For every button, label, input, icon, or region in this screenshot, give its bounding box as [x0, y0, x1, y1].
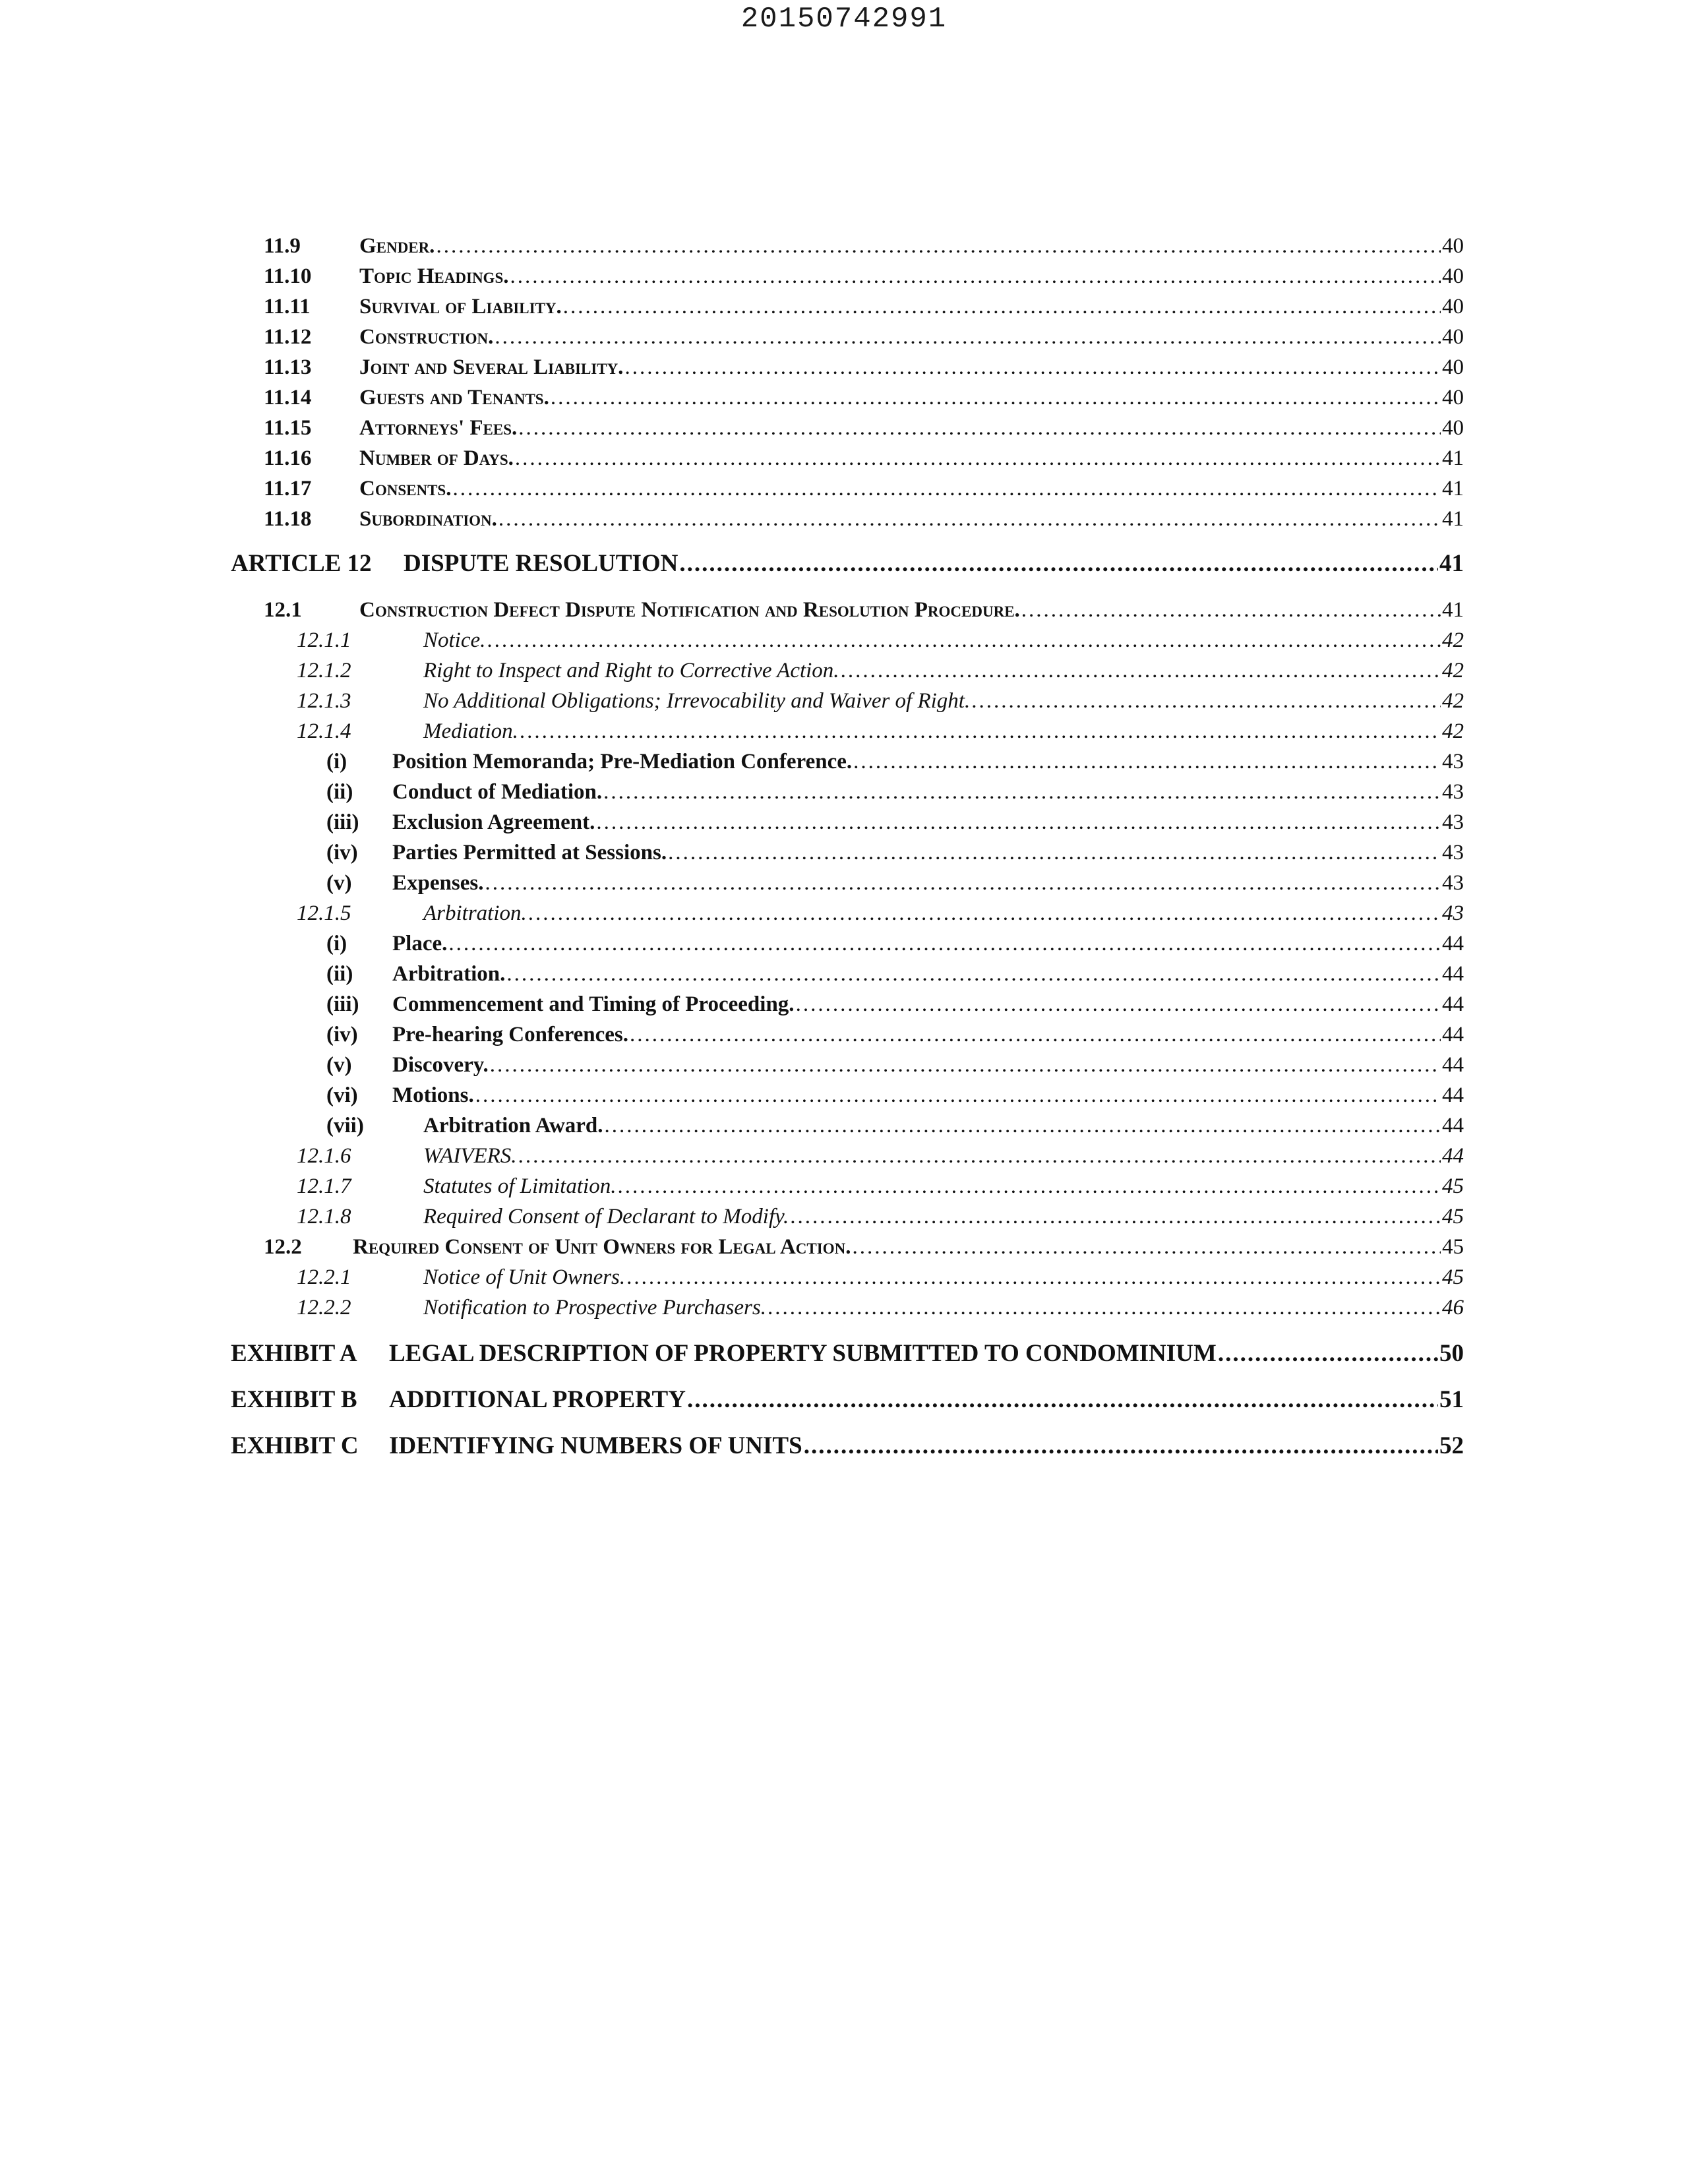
toc-entry-title: Mediation.	[423, 719, 518, 743]
toc-entry[interactable]	[231, 231, 1464, 261]
toc-entry-title: Arbitration Award.	[423, 1114, 603, 1138]
toc-entry-number: 12.1.3	[297, 689, 351, 713]
dot-leader	[626, 1262, 1441, 1292]
dot-leader	[475, 1080, 1441, 1110]
dot-leader	[624, 352, 1441, 382]
toc-entry-title: No Additional Obligations; Irrevocability and Waiver of Right.	[423, 689, 971, 713]
toc-entry-title: Notice of Unit Owners.	[423, 1265, 626, 1289]
toc-entry-number: EXHIBIT C	[231, 1432, 359, 1459]
toc-entry-number: (vi)	[326, 1083, 358, 1107]
toc-entry-title: IDENTIFYING NUMBERS OF UNITS	[389, 1432, 802, 1459]
toc-entry-page: 43	[1442, 780, 1464, 804]
toc-entry-number: 11.14	[264, 386, 312, 410]
dot-leader	[495, 322, 1441, 352]
toc-entry-number: (iii)	[326, 810, 359, 834]
toc-entry-page: 42	[1442, 628, 1464, 652]
toc-entry-title: Notification to Prospective Purchasers.	[423, 1296, 766, 1320]
toc-entry[interactable]	[231, 413, 1464, 443]
toc-entry-number: 12.1.2	[297, 659, 351, 682]
toc-entry[interactable]	[231, 549, 1464, 579]
toc-entry-title: WAIVERS.	[423, 1144, 517, 1168]
toc-entry[interactable]	[231, 837, 1464, 868]
dot-leader	[520, 716, 1441, 746]
toc-entry-page: 41	[1442, 598, 1464, 622]
dot-leader	[596, 807, 1441, 837]
toc-entry-number: 11.10	[264, 264, 312, 288]
toc-entry-title: Attorneys' Fees.	[359, 416, 518, 440]
toc-entry[interactable]	[231, 746, 1464, 777]
toc-entry-number: 12.1	[264, 598, 302, 622]
toc-entry-number: 12.2.2	[297, 1296, 351, 1320]
toc-entry-page: 44	[1442, 962, 1464, 986]
toc-entry-title: Position Memoranda; Pre-Mediation Conference.	[392, 750, 853, 774]
dot-leader	[679, 549, 1438, 579]
toc-entry-page: 45	[1442, 1174, 1464, 1198]
toc-entry-number: 12.1.4	[297, 719, 351, 743]
toc-entry-page: 43	[1442, 871, 1464, 895]
toc-entry-title: Topic Headings.	[359, 264, 509, 288]
toc-entry-page: 44	[1442, 1144, 1464, 1168]
toc-entry-page: 44	[1442, 932, 1464, 956]
toc-entry-title: Pre-hearing Conferences.	[392, 1023, 629, 1046]
toc-entry-page: 40	[1442, 295, 1464, 318]
toc-entry-title: Place.	[392, 932, 448, 956]
toc-entry-page: 44	[1442, 1114, 1464, 1138]
toc-entry-title: Construction Defect Dispute Notification and Resolution Procedure.	[359, 598, 1020, 622]
toc-entry[interactable]	[231, 989, 1464, 1019]
toc-entry-number: 11.11	[264, 295, 311, 318]
toc-entry-page: 40	[1442, 386, 1464, 410]
toc-entry[interactable]	[231, 1292, 1464, 1323]
toc-entry-number: EXHIBIT A	[231, 1340, 357, 1367]
toc-entry-title: Statutes of Limitation.	[423, 1174, 617, 1198]
dot-leader	[487, 625, 1441, 655]
toc-entry-title: Survival of Liability.	[359, 295, 562, 318]
toc-entry[interactable]	[231, 473, 1464, 504]
toc-entry-title: Joint and Several Liability.	[359, 355, 624, 379]
dot-leader	[668, 837, 1441, 868]
toc-entry[interactable]	[231, 352, 1464, 382]
toc-entry-title: Motions.	[392, 1083, 474, 1107]
toc-entry[interactable]	[231, 1431, 1464, 1461]
dot-leader	[971, 686, 1441, 716]
toc-entry[interactable]	[231, 1385, 1464, 1415]
toc-entry-page: 42	[1442, 659, 1464, 682]
dot-leader	[518, 1141, 1441, 1171]
dot-leader	[563, 291, 1441, 322]
toc-entry-page: 40	[1442, 416, 1464, 440]
toc-entry-title: Notice.	[423, 628, 486, 652]
toc-entry-number: ARTICLE 12	[231, 550, 372, 577]
toc-entry[interactable]	[231, 898, 1464, 928]
toc-entry-number: (ii)	[326, 780, 353, 804]
toc-entry-number: 12.2	[264, 1235, 302, 1259]
dot-leader	[796, 989, 1441, 1019]
dot-leader	[804, 1431, 1438, 1461]
toc-entry[interactable]	[231, 595, 1464, 625]
toc-entry-number: 12.1.8	[297, 1205, 351, 1228]
toc-entry-number: 12.2.1	[297, 1265, 351, 1289]
dot-leader	[841, 655, 1441, 686]
toc-entry-page: 43	[1442, 901, 1464, 925]
toc-entry[interactable]	[231, 443, 1464, 473]
toc-entry[interactable]	[231, 1232, 1464, 1262]
toc-entry-page: 45	[1442, 1265, 1464, 1289]
toc-entry-title: Gender.	[359, 234, 435, 258]
toc-entry-number: 11.15	[264, 416, 312, 440]
toc-entry-page: 44	[1442, 992, 1464, 1016]
toc-entry-number: 11.18	[264, 507, 312, 531]
toc-entry[interactable]	[231, 655, 1464, 686]
toc-entry-page: 44	[1442, 1023, 1464, 1046]
toc-entry-number: (v)	[326, 871, 352, 895]
toc-entry-number: EXHIBIT B	[231, 1386, 357, 1413]
dot-leader	[436, 231, 1441, 261]
toc-entry-page: 40	[1442, 325, 1464, 349]
toc-entry-page: 46	[1442, 1296, 1464, 1320]
toc-entry-page: 41	[1439, 550, 1464, 577]
dot-leader	[490, 1050, 1441, 1080]
dot-leader	[853, 746, 1441, 777]
toc-entry-page: 41	[1442, 477, 1464, 501]
dot-leader	[528, 898, 1441, 928]
toc-entry-number: 12.1.6	[297, 1144, 351, 1168]
toc-entry-page: 41	[1442, 446, 1464, 470]
dot-leader	[605, 1110, 1441, 1141]
toc-entry-page: 50	[1439, 1340, 1464, 1367]
toc-entry-number: (iv)	[326, 1023, 358, 1046]
toc-entry-number: 12.1.5	[297, 901, 351, 925]
toc-entry[interactable]	[231, 322, 1464, 352]
dot-leader	[768, 1292, 1441, 1323]
toc-entry[interactable]	[231, 807, 1464, 837]
toc-entry-number: 11.17	[264, 477, 312, 501]
toc-entry[interactable]	[231, 959, 1464, 989]
toc-entry[interactable]	[231, 1339, 1464, 1369]
dot-leader	[1218, 1339, 1438, 1369]
toc-entry[interactable]	[231, 261, 1464, 291]
toc-entry-title: Subordination.	[359, 507, 497, 531]
toc-entry-number: 11.12	[264, 325, 312, 349]
dot-leader	[603, 777, 1441, 807]
toc-entry-page: 40	[1442, 355, 1464, 379]
toc-entry[interactable]	[231, 1171, 1464, 1201]
toc-entry-title: Commencement and Timing of Proceeding.	[392, 992, 795, 1016]
toc-entry-page: 42	[1442, 689, 1464, 713]
toc-entry-number: 12.1.1	[297, 628, 351, 652]
dot-leader	[510, 261, 1441, 291]
dot-leader	[551, 382, 1441, 413]
toc-entry-number: 11.13	[264, 355, 312, 379]
dot-leader	[448, 928, 1441, 959]
toc-entry-title: Right to Inspect and Right to Corrective Action.	[423, 659, 839, 682]
toc-entry[interactable]	[231, 1262, 1464, 1292]
toc-entry-page: 43	[1442, 841, 1464, 864]
toc-entry[interactable]	[231, 686, 1464, 716]
toc-entry[interactable]	[231, 1110, 1464, 1141]
toc-entry-page: 51	[1439, 1386, 1464, 1413]
dot-leader	[852, 1232, 1441, 1262]
dot-leader	[617, 1171, 1441, 1201]
toc-entry-number: 11.16	[264, 446, 312, 470]
toc-entry-title: Guests and Tenants.	[359, 386, 549, 410]
toc-entry[interactable]	[231, 716, 1464, 746]
toc-entry[interactable]	[231, 1080, 1464, 1110]
dot-leader	[506, 959, 1441, 989]
toc-entry-title: ADDITIONAL PROPERTY	[389, 1386, 686, 1413]
toc-entry-page: 45	[1442, 1205, 1464, 1228]
toc-entry-page: 40	[1442, 264, 1464, 288]
toc-entry[interactable]	[231, 928, 1464, 959]
toc-entry-number: 12.1.7	[297, 1174, 351, 1198]
toc-entry-page: 44	[1442, 1083, 1464, 1107]
toc-entry[interactable]	[231, 777, 1464, 807]
dot-leader	[687, 1385, 1438, 1415]
toc-entry-title: Arbitration.	[392, 962, 506, 986]
toc-entry[interactable]	[231, 1050, 1464, 1080]
toc-entry[interactable]	[231, 1141, 1464, 1171]
dot-leader	[630, 1019, 1441, 1050]
dot-leader	[518, 413, 1441, 443]
toc-entry-title: Discovery.	[392, 1053, 489, 1077]
toc-entry-title: Conduct of Mediation.	[392, 780, 603, 804]
toc-entry[interactable]	[231, 382, 1464, 413]
toc-entry-page: 40	[1442, 234, 1464, 258]
toc-entry-page: 43	[1442, 750, 1464, 774]
toc-entry-number: (ii)	[326, 962, 353, 986]
toc-entry-page: 41	[1442, 507, 1464, 531]
toc-entry-number: (i)	[326, 750, 347, 774]
toc-entry[interactable]	[231, 504, 1464, 534]
toc-entry-number: (iii)	[326, 992, 359, 1016]
toc-entry-number: (iv)	[326, 841, 358, 864]
dot-leader	[452, 473, 1441, 504]
toc-entry-page: 42	[1442, 719, 1464, 743]
toc-entry-page: 44	[1442, 1053, 1464, 1077]
toc-entry-title: Required Consent of Unit Owners for Legal Action.	[353, 1235, 851, 1259]
toc-entry[interactable]	[231, 1201, 1464, 1232]
dot-leader	[790, 1201, 1441, 1232]
toc-entry[interactable]	[231, 625, 1464, 655]
toc-entry-title: Consents.	[359, 477, 452, 501]
dot-leader	[498, 504, 1441, 534]
toc-entry-number: (v)	[326, 1053, 352, 1077]
dot-leader	[515, 443, 1441, 473]
toc-entry[interactable]	[231, 1019, 1464, 1050]
toc-entry-title: DISPUTE RESOLUTION	[404, 550, 678, 577]
dot-leader	[1021, 595, 1441, 625]
toc-entry-title: Expenses.	[392, 871, 484, 895]
document-number: 20150742991	[740, 3, 948, 36]
toc-entry[interactable]	[231, 868, 1464, 898]
toc-entry-title: Exclusion Agreement.	[392, 810, 595, 834]
toc-entry-page: 43	[1442, 810, 1464, 834]
toc-entry-title: Arbitration.	[423, 901, 527, 925]
toc-entry-title: Number of Days.	[359, 446, 514, 470]
toc-entry-title: Required Consent of Declarant to Modify.	[423, 1205, 789, 1228]
toc-entry-number: (vii)	[326, 1114, 364, 1138]
toc-entry-title: Parties Permitted at Sessions.	[392, 841, 667, 864]
toc-entry-title: Construction.	[359, 325, 494, 349]
toc-entry-page: 52	[1439, 1432, 1464, 1459]
toc-entry-number: 11.9	[264, 234, 301, 258]
dot-leader	[485, 868, 1441, 898]
toc-entry-number: (i)	[326, 932, 347, 956]
toc-entry-page: 45	[1442, 1235, 1464, 1259]
toc-entry[interactable]	[231, 291, 1464, 322]
toc-entry-title: LEGAL DESCRIPTION OF PROPERTY SUBMITTED TO CONDOMINIUM	[389, 1340, 1217, 1367]
